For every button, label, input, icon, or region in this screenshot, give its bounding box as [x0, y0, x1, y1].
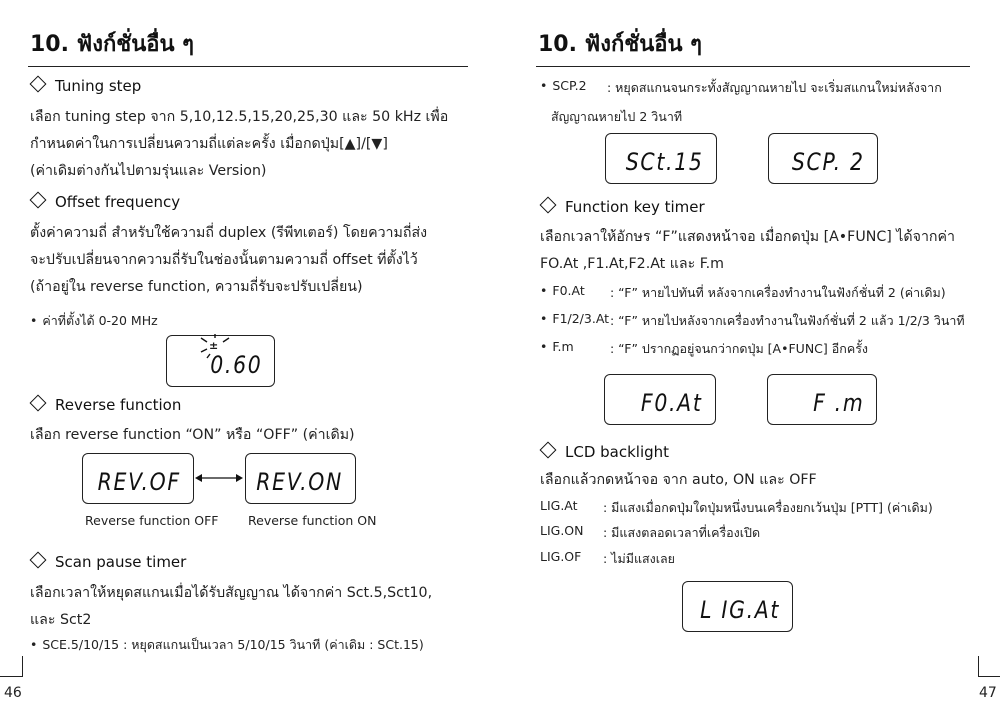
reverse-function-heading	[30, 396, 181, 414]
reverse-on-lcd	[245, 453, 356, 504]
scan-pause-bullet: • SCE.5/10/15 : หยุดสแกนเป็นเวลา 5/10/15 วินาที (ค่าเดิม : SCt.15)	[30, 635, 424, 655]
right-footer-rule	[978, 676, 1000, 677]
function-key-timer-heading	[540, 198, 705, 216]
offset-line-3: (ถ้าอยู่ใน reverse function, ความถี่รับจะปรับเปลี่ยน)	[30, 279, 363, 295]
left-footer-tick	[22, 656, 23, 677]
scp2-desc: : หยุดสแกนจนกระทั้งสัญญาณหายไป จะเริ่มสแกนใหม่หลังจาก	[607, 80, 942, 95]
ligat-lcd-value: L IG.At	[699, 596, 780, 624]
lig-item-text-1: : มีแสงตลอดเวลาที่เครื่องเปิด	[603, 525, 761, 540]
plus-minus-symbol: ±	[209, 339, 219, 352]
sct15-lcd-value: SCt.15	[626, 148, 704, 176]
diamond-icon	[540, 442, 557, 459]
f0at-lcd	[604, 374, 716, 425]
fkt-line-2: FO.At ,F1.At,F2.At และ F.m	[540, 256, 724, 272]
reverse-off-caption: Reverse function OFF	[85, 513, 219, 528]
left-page-number: 46	[4, 685, 22, 701]
fkt-item-text-2: : “F” ปรากฏอยู่จนกว่ากดปุ่ม [A•FUNC] อีกครั้ง	[610, 341, 869, 356]
fkt-item-label-1: • F1/2/3.At	[540, 311, 609, 326]
lig-item-text-0: : มีแสงเมื่อกดปุ่มใดปุ่มหนึ่งบนเครื่องยกเว้นปุ่ม [PTT] (ค่าเดิม)	[603, 500, 933, 515]
fkt-item-label-0: • F0.At	[540, 283, 585, 298]
scp2-lcd	[768, 133, 878, 184]
right-title-rule	[536, 66, 970, 67]
tuning-step-line-1: เลือก tuning step จาก 5,10,12.5,15,20,25,30 และ 50 kHz เพื่อ	[30, 109, 449, 125]
offset-lcd-value: 0.60	[209, 351, 262, 379]
lig-item-text-2: : ไม่มีแสงเลย	[603, 551, 675, 566]
tuning-step-line-2: กำหนดค่าในการเปลี่ยนความถี่แต่ละครั้ง เมื่อกดปุ่ม[▲]/[▼]	[30, 136, 388, 152]
right-page-number: 47	[979, 685, 997, 701]
fkt-line-1: เลือกเวลาให้อักษร “F”แสดงหน้าจอ เมื่อกดปุ่ม [A•FUNC] ได้จากค่า	[540, 229, 955, 245]
offset-line-1: ตั้งค่าความถี่ สำหรับใช้ความถี่ duplex (รีพีทเตอร์) โดยความถี่ส่ง	[30, 225, 428, 241]
reverse-off-lcd-value: REV.OF	[97, 468, 181, 496]
scp2-desc-2: สัญญาณหายไป 2 วินาที	[551, 109, 683, 124]
double-arrow-icon	[195, 472, 243, 484]
scan-pause-heading	[30, 553, 186, 571]
scan-pause-line-2: และ Sct2	[30, 612, 92, 628]
diamond-icon	[540, 197, 557, 214]
left-title-rule	[28, 66, 468, 67]
reverse-off-lcd	[82, 453, 194, 504]
sct15-lcd	[605, 133, 717, 184]
fkt-item-text-0: : “F” หายไปทันที่ หลังจากเครื่องทำงานในฟังก์ชั่นที่ 2 (ค่าเดิม)	[610, 285, 946, 300]
lcd-backlight-heading-text: LCD backlight	[565, 443, 670, 461]
lig-item-label-0: LIG.At	[540, 498, 578, 513]
tuning-step-heading-text: Tuning step	[55, 77, 142, 95]
offset-frequency-heading	[30, 193, 180, 211]
fm-lcd	[767, 374, 877, 425]
right-footer-tick	[978, 656, 979, 677]
left-footer-rule	[0, 676, 22, 677]
diamond-icon	[30, 192, 47, 209]
reverse-on-lcd-value: REV.ON	[256, 468, 343, 496]
ligat-lcd	[682, 581, 793, 632]
scp2-label: • SCP.2	[540, 78, 587, 93]
lig-item-label-2: LIG.OF	[540, 549, 582, 564]
fkt-item-text-1: : “F” หายไปหลังจากเครื่องทำงานในฟังก์ชั่นที่ 2 แล้ว 1/2/3 วินาที	[610, 313, 965, 328]
fkt-item-label-2: • F.m	[540, 339, 574, 354]
reverse-on-caption: Reverse function ON	[248, 513, 377, 528]
diamond-icon	[30, 76, 47, 93]
tuning-step-line-3: (ค่าเดิมต่างกันไปตามรุ่นและ Version)	[30, 163, 267, 179]
offset-lcd	[166, 335, 275, 387]
offset-range-bullet: • ค่าที่ตั้งได้ 0-20 MHz	[30, 311, 158, 331]
reverse-function-heading-text: Reverse function	[55, 396, 182, 414]
f0at-lcd-value: F0.At	[641, 389, 703, 417]
offset-line-2: จะปรับเปลี่ยนจากความถี่รับในช่องนั้นตามความถี่ offset ที่ตั้งไว้	[30, 252, 418, 268]
reverse-function-line: เลือก reverse function “ON” หรือ “OFF” (ค่าเดิม)	[30, 427, 355, 443]
function-key-timer-heading-text: Function key timer	[565, 198, 705, 216]
diamond-icon	[30, 395, 47, 412]
lig-item-label-1: LIG.ON	[540, 523, 584, 538]
scp2-lcd-value: SCP. 2	[792, 148, 865, 176]
lcd-backlight-heading	[540, 443, 669, 461]
tuning-step-heading	[30, 77, 141, 95]
scan-pause-line-1: เลือกเวลาให้หยุดสแกนเมื่อได้รับสัญญาณ ได้จากค่า Sct.5,Sct10,	[30, 585, 433, 601]
fm-lcd-value: F .m	[812, 389, 864, 417]
left-chapter-title: 10. ฟังก์ชั่นอื่น ๆ	[30, 32, 194, 57]
lcd-backlight-line: เลือกแล้วกดหน้าจอ จาก auto, ON และ OFF	[540, 472, 817, 488]
right-chapter-title: 10. ฟังก์ชั่นอื่น ๆ	[538, 32, 702, 57]
diamond-icon	[30, 552, 47, 569]
scan-pause-heading-text: Scan pause timer	[55, 553, 187, 571]
offset-frequency-heading-text: Offset frequency	[55, 193, 181, 211]
